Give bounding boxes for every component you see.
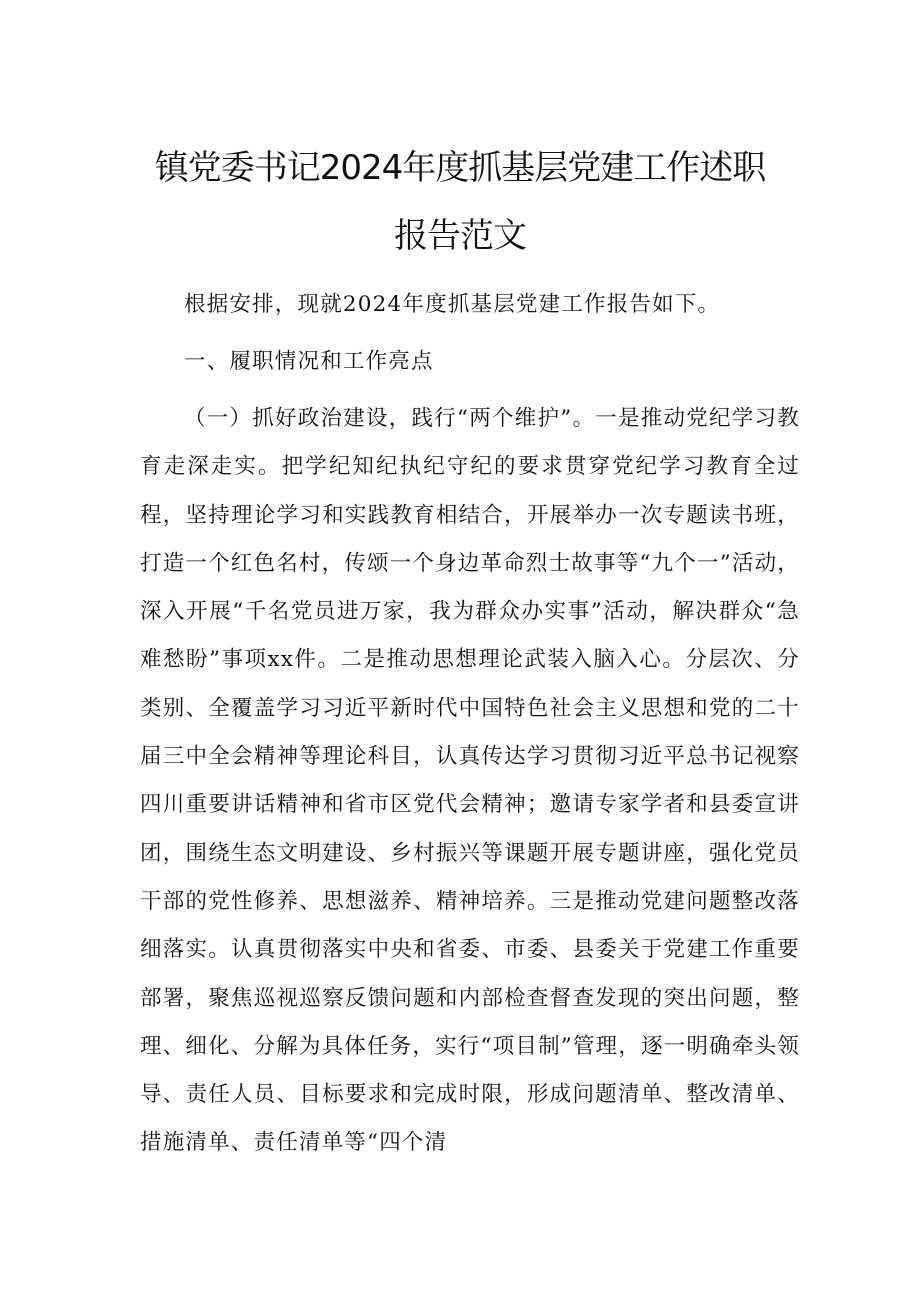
document-title-line-2: 报告范文	[394, 216, 526, 256]
intro-paragraph: 根据安排，现就2024年度抓基层党建工作报告如下。	[184, 292, 721, 317]
document-title-line-1: 镇党委书记2024年度抓基层党建工作述职	[154, 148, 766, 188]
body-paragraph: （一）抓好政治建设，践行“两个维护”。一是推动党纪学习教育走深走实。把学纪知纪执纪守纪的要求贯穿党纪学习教育全过程，坚持理论学习和实践教育相结合，开展举办一次专题读书班，打造一个红色名村，传颂一个身边革命烈士故事等“九个一”活动，深入开展“千名党员进万家，我为群众办实事”活动，解决群众“急难愁盼”事项xx件。二是推动思想理论武装入脑入心。分层次、分类别、全覆盖学习习近平新时代中国特色社会主义思想和党的二十届三中全会精神等理论科目，认真传达学习贯彻习近平总书记视察四川重要讲话精神和省市区党代会精神；邀请专家学者和县委宣讲团，围绕生态文明建设、乡村振兴等课题开展专题讲座，强化党员干部的党性修养、思想滋养、精神培养。三是推动党建问题整改落细落实。认真贯彻落实中央和省委、市委、县委关于党建工作重要部署，聚焦巡视巡察反馈问题和内部检查督查发现的突出问题，整理、细化、分解为具体任务，实行“项目制”管理，逐一明确牵头领导、责任人员、目标要求和完成时限，形成问题清单、整改清单、措施清单、责任清单等“四个清	[140, 406, 800, 1156]
section-heading: 一、履职情况和工作亮点	[184, 349, 434, 374]
